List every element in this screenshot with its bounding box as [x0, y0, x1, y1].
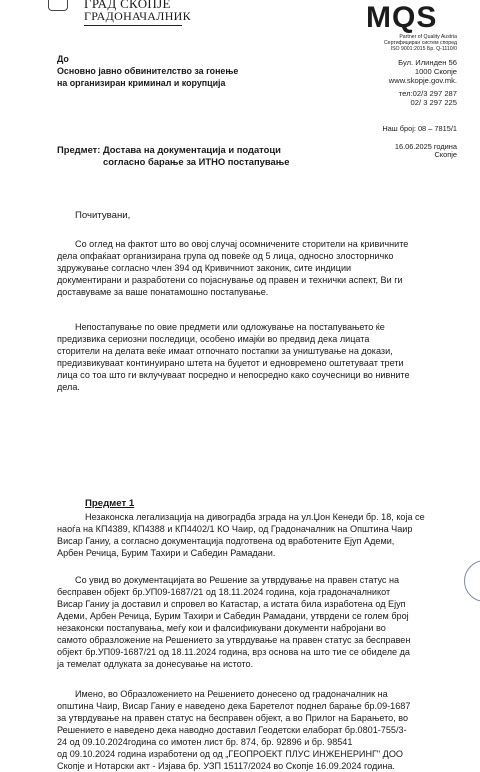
- subject-label: Предмет:: [57, 144, 101, 155]
- paragraph-line: Имено, во Образложението на Решението донесено од градоначалник на: [75, 689, 388, 699]
- document-date: 16.06.2025 година: [394, 142, 457, 151]
- address-street: Бул. Илинден 56: [398, 58, 457, 67]
- paragraph-4: [57, 574, 456, 670]
- paragraph-5: [57, 688, 456, 772]
- paragraph-line: предизвикуваат континуирано штета на буџетот и едновремено оштетуваат трети: [57, 358, 404, 368]
- paragraph-line: Арбен Речица, Бурим Тахири и Сабедин Рамадани.: [57, 548, 276, 558]
- paragraph-line: бесправен објект бр.УП09-1687/21 од 18.11.2024 година, која градоначалникот: [57, 587, 391, 597]
- cert-line-1: Partner of Quality Austria: [399, 34, 457, 40]
- paragraph-line: Незаконска легализација на дивоградба зграда на ул.Џон Кенеди бр. 18, која се: [85, 512, 425, 522]
- paragraph-line: Адеми, Арбен Речица, Бурим Тахири и Сабедин Рамадани, утврдени се голем број: [57, 611, 409, 621]
- subject-line-2: согласно барање за ИТНО постапување: [103, 156, 290, 167]
- document-place: Скопје: [434, 150, 457, 159]
- header-divider: [84, 25, 182, 26]
- paragraph-2: [57, 321, 456, 393]
- paragraph-line: ја темелат одлуката за донесување на истото.: [57, 659, 254, 669]
- paragraph-1: [57, 238, 456, 298]
- paragraph-3: [57, 511, 456, 559]
- paragraph-line: доставуваме за ваше понатамошно постапување.: [57, 287, 269, 297]
- official-stamp: [464, 560, 480, 602]
- paragraph-line: објект бр.УП09-1687/21 од 18.11.2024 година, врз основа на што тие се обиделе да: [57, 647, 410, 657]
- address-city: 1000 Скопје: [414, 67, 457, 76]
- paragraph-line: незаконски постапувања, меѓу кои и фалсификувани документи наброjани во: [57, 623, 386, 633]
- recipient-line-3: на организиран криминал и корупција: [57, 78, 226, 88]
- paragraph-line: Висар Ганиу, а согласно документација подготвена од вработените Ејуп Адеми,: [57, 536, 395, 546]
- paragraph-line: од 09.10.2024 година изработени од од „ГЕОПРОЕКТ ПЛУС ИНЖЕНЕРИНГ" ДОО: [57, 749, 403, 759]
- cert-line-3: ISO 9001:2015 Бр. Q-1110/0: [390, 46, 457, 52]
- recipient-line-1: До: [57, 54, 69, 64]
- paragraph-line: Со оглед на фактот што во овој случај осомничените сторители на кривичните: [75, 239, 409, 249]
- header-city: ГРАД СКОПЈЕ: [84, 0, 171, 11]
- paragraph-line: самото образложение на Решението за утврдување на правен статус за бесправен: [57, 635, 411, 645]
- paragraph-line: Непостапување по овие предмети или одложување на постапувањето ќе: [75, 322, 385, 332]
- paragraph-line: документирани и разработени со појаснување од правен и технички аспект, Ви ги: [57, 275, 403, 285]
- cert-line-2: Сертифициран систем според: [383, 40, 457, 46]
- paragraph-line: Висар Ганиу ја доставил и спровел во Катастар, а истата била изработена од Ејуп: [57, 599, 406, 609]
- paragraph-line: дела.: [57, 382, 80, 392]
- paragraph-line: здружување согласно член 394 од Кривичниот законик, сите индиции: [57, 263, 352, 273]
- paragraph-line: Со увид во документацијата во Решение за утврдување на правен статус на: [75, 575, 400, 585]
- paragraph-line: наоѓа на КП4389, КП4388 и КП4402/1 КО Чаир, од Градоначалник на Општина Чаир: [57, 524, 413, 534]
- paragraph-line: општина Чаир, Висар Ганиу е наведено дека Баретелот поднел барање бр.09-1687: [57, 701, 411, 711]
- address-web: www.skopje.gov.mk.: [388, 76, 457, 85]
- paragraph-line: предизвика сериозни последици, особено имајќи во предвид дека лицата: [57, 334, 370, 344]
- greeting: Почитувани,: [75, 210, 131, 221]
- recipient-line-2: Основно јавно обвинителство за гонење: [57, 66, 239, 76]
- subject-line-1: Достава на документација и податоци: [103, 144, 281, 155]
- document-number: Наш број: 08 – 7815/1: [382, 124, 457, 133]
- paragraph-line: за утврдување на правен статус на бесправен објект, а во Прилог на Барањето, во: [57, 713, 409, 723]
- paragraph-line: 24 од 09.10.2024година со имотен лист бр. 874, бр. 92896 и бр. 98541: [57, 737, 353, 747]
- paragraph-line: дела опфаќаат организирана група од повеќе од 5 лица, односно злосторничко: [57, 251, 394, 261]
- coat-of-arms-icon: [48, 0, 68, 11]
- header-office: ГРАДОНАЧАЛНИК: [84, 9, 191, 23]
- address-fax: 02/ 3 297 225: [410, 98, 457, 107]
- paragraph-line: лица со тоа што ги вклучуваат посредно и непосредно како соучесници во нивните: [57, 370, 410, 380]
- paragraph-line: Скопје и Нотарски акт - Изјава бр. УЗП 15117/2024 во Скопје 16.09.2024 година.: [57, 761, 395, 771]
- address-tel: тел:02/3 297 287: [398, 89, 457, 98]
- item-1-title: Предмет 1: [85, 498, 135, 509]
- mqs-logo: MQS: [366, 1, 438, 34]
- paragraph-line: сторители на делата веќе имаат отпочнато постапки за уништување на докази,: [57, 346, 393, 356]
- paragraph-line: Решението е наведено дека наводно доставил Геодетски елаборат бр.0801-755/3-: [57, 725, 407, 735]
